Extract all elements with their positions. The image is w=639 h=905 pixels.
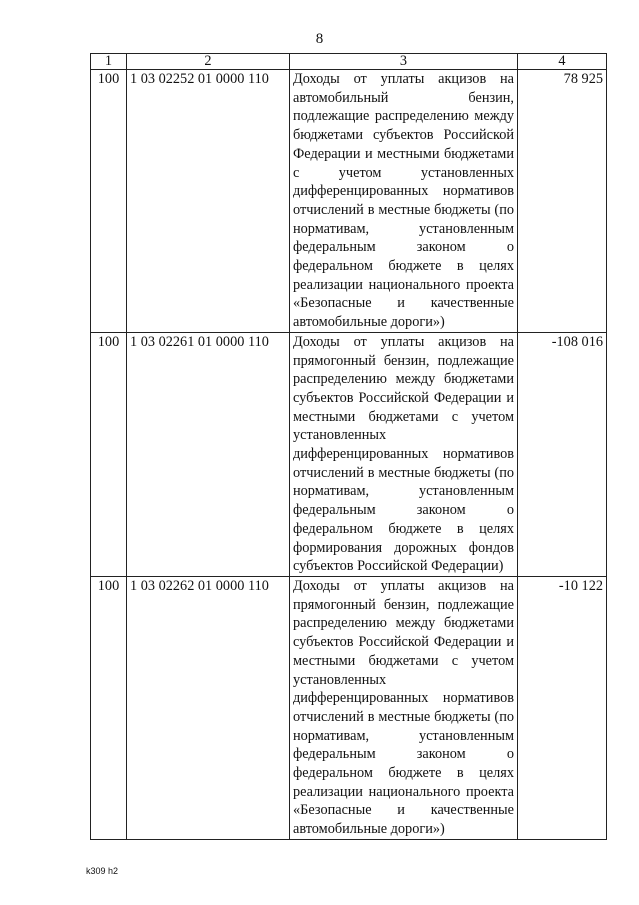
amount-cell: -10 122 (518, 576, 607, 839)
table-row (91, 332, 607, 576)
classification-code-cell: 1 03 02252 01 0000 110 (127, 70, 290, 333)
column-header-4: 4 (518, 54, 607, 70)
column-header-2: 2 (127, 54, 290, 70)
table-row (91, 576, 607, 839)
admin-code-cell: 100 (91, 576, 127, 839)
classification-code-cell: 1 03 02262 01 0000 110 (127, 576, 290, 839)
admin-code-cell: 100 (91, 70, 127, 333)
document-footer-code: k309 h2 (86, 866, 119, 876)
table-body (91, 70, 607, 840)
page-number: 8 (315, 31, 324, 47)
revenue-name-cell: Доходы от уплаты акцизов на автомобильный бензин, подлежащие распределению между бюджетами субъектов Российской Федерации и местными бюджетами с учетом установленных дифференцированных нормативов отчислений в местные бюджеты (по нормативам, установленным федеральным законом о федеральном бюджете в целях реализации национального проекта «Безопасные и качественные автомобильные дороги») (290, 70, 518, 333)
revenue-name-cell: Доходы от уплаты акцизов на прямогонный бензин, подлежащие распределению между бюджетами субъектов Российской Федерации и местными бюджетами с учетом установленных дифференцированных нормативов отчислений в местные бюджеты (по нормативам, установленным федеральным законом о федеральном бюджете в целях реализации национального проекта «Безопасные и качественные автомобильные дороги») (290, 576, 518, 839)
table-header (91, 54, 607, 70)
revenue-table (90, 53, 607, 840)
amount-cell: -108 016 (518, 332, 607, 576)
classification-code-cell: 1 03 02261 01 0000 110 (127, 332, 290, 576)
header-row (91, 54, 607, 70)
table-row (91, 70, 607, 333)
revenue-name-cell: Доходы от уплаты акцизов на прямогонный бензин, подлежащие распределению между бюджетами субъектов Российской Федерации и местными бюджетами с учетом установленных дифференцированных нормативов отчислений в местные бюджеты (по нормативам, установленным федеральным законом о федеральном бюджете в целях формирования дорожных фондов субъектов Российской Федерации) (290, 332, 518, 576)
column-header-3: 3 (290, 54, 518, 70)
amount-cell: 78 925 (518, 70, 607, 333)
column-header-1: 1 (91, 54, 127, 70)
admin-code-cell: 100 (91, 332, 127, 576)
